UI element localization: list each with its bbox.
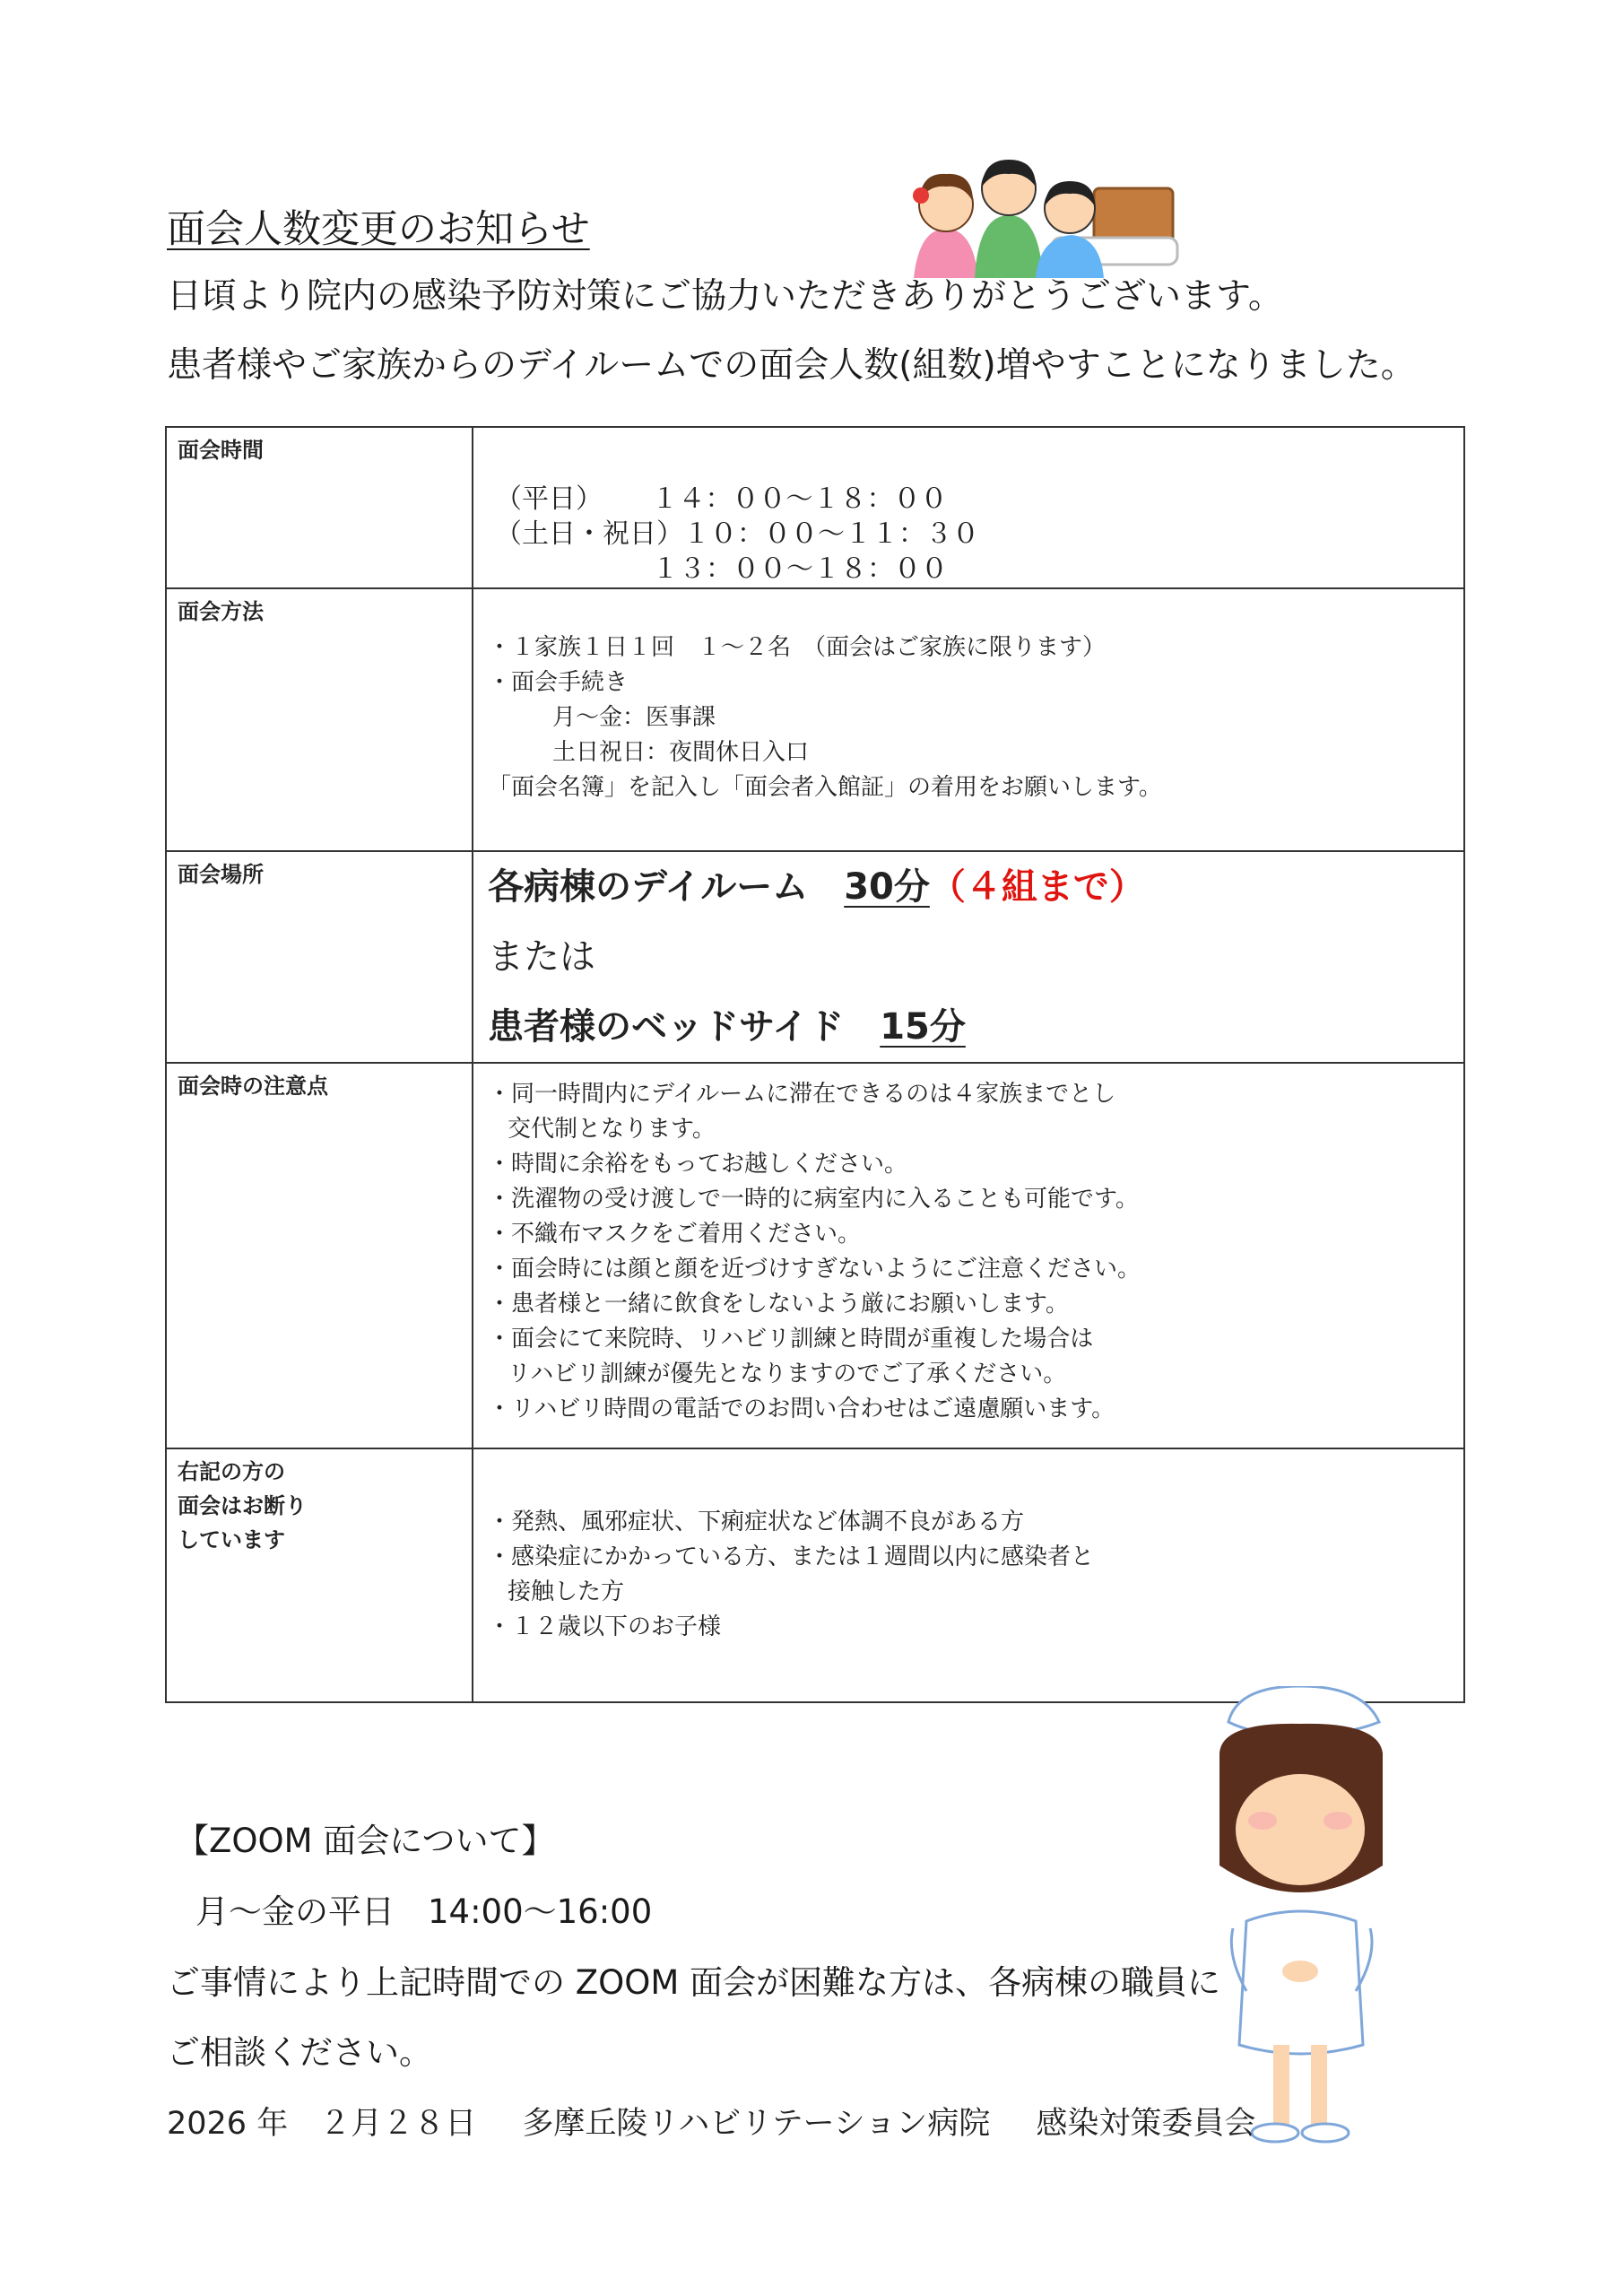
page-title: 面会人数変更のお知らせ [167,207,590,252]
method-line: 月～金：医事課 [552,704,716,731]
place-or: または [488,936,595,978]
hours-weekday: （平日） １４：００～１８：００ [495,483,948,515]
method-line: 「面会名簿」を記入し「面会者入館証」の着用をお願いします。 [488,774,1162,801]
refusal-line: ・感染症にかかっている方、または１週間以内に感染者と [488,1544,1095,1570]
refusal-line: 接触した方 [508,1578,625,1605]
hours-weekend: （土日・祝日）１０：００～１１：３０ [495,518,979,550]
note-line: ・患者様と一緒に飲食をしないよう厳にお願いします。 [488,1291,1069,1318]
zoom-time: 月～金の平日 14:00～16:00 [195,1892,653,1931]
row-notes [166,1063,1464,1448]
footer-date: 2026 年 ２月２８日 [167,2106,477,2142]
note-line: ・洗濯物の受け渡しで一時的に病室内に入ることも可能です。 [488,1186,1139,1213]
note-line: リハビリ訓練が優先となりますのでご了承ください。 [508,1361,1067,1387]
footer-committee: 感染対策委員会 [1036,2106,1256,2142]
footer-hospital: 多摩丘陵リハビリテーション病院 [522,2106,991,2142]
intro-line-2: 患者様やご家族からのデイルームでの面会人数(組数)増やすことになりました。 [167,345,1416,386]
zoom-note-2: ご相談ください。 [167,2033,432,2072]
note-line: ・面会にて来院時、リハビリ訓練と時間が重複した場合は [488,1326,1094,1352]
row-place [166,851,1464,1063]
row-refusal [166,1448,1464,1702]
method-line: 土日祝日：夜間休日入口 [552,739,810,766]
row-method [166,588,1464,851]
note-line: ・リハビリ時間の電話でのお問い合わせはご遠慮願います。 [488,1396,1115,1422]
dayroom-duration: 30分 [844,866,930,908]
visit-info-table [165,426,1465,1703]
zoom-note-1: ご事情により上記時間での ZOOM 面会が困難な方は、各病棟の職員に [167,1963,1221,2002]
hours-weekend-afternoon: １３：００～１８：００ [652,553,948,585]
dayroom-group-limit: （４組まで） [929,866,1145,908]
label-refusal: 右記の方の 面会はお断り しています [166,1448,473,1702]
refusal-line: ・発熱、風邪症状、下痢症状など体調不良がある方 [488,1509,1025,1535]
label-method: 面会方法 [166,588,473,851]
note-line: ・面会時には顔と顔を近づけすぎないようにご注意ください。 [488,1256,1141,1283]
note-line: ・同一時間内にデイルームに滞在できるのは４家族までとし [488,1081,1116,1108]
place-bedside: 患者様のベッドサイド 15分 [488,1006,966,1048]
bedside-duration: 15分 [880,1006,966,1048]
label-place: 面会場所 [166,851,473,1063]
refusal-line: ・１２歳以下のお子様 [488,1613,722,1640]
method-line: ・面会手続き [488,669,629,696]
note-line: 交代制となります。 [508,1116,716,1143]
method-line: ・１家族１日１回 １～２名 （面会はご家族に限ります） [488,634,1107,661]
label-hours: 面会時間 [166,427,473,588]
intro-line-1: 日頃より院内の感染予防対策にご協力いただきありがとうございます。 [167,276,1283,317]
family-visit-illustration [901,152,1179,278]
row-hours [166,427,1464,588]
footer [167,2103,1291,2144]
note-line: ・不織布マスクをご着用ください。 [488,1221,862,1248]
note-line: ・時間に余裕をもってお越しください。 [488,1151,908,1178]
zoom-heading: 【ZOOM 面会について】 [176,1822,555,1860]
label-notes: 面会時の注意点 [166,1063,473,1448]
place-dayroom: 各病棟のデイルーム 30分（４組まで） [488,866,1145,908]
bowing-nurse-illustration [1211,1686,1399,2152]
